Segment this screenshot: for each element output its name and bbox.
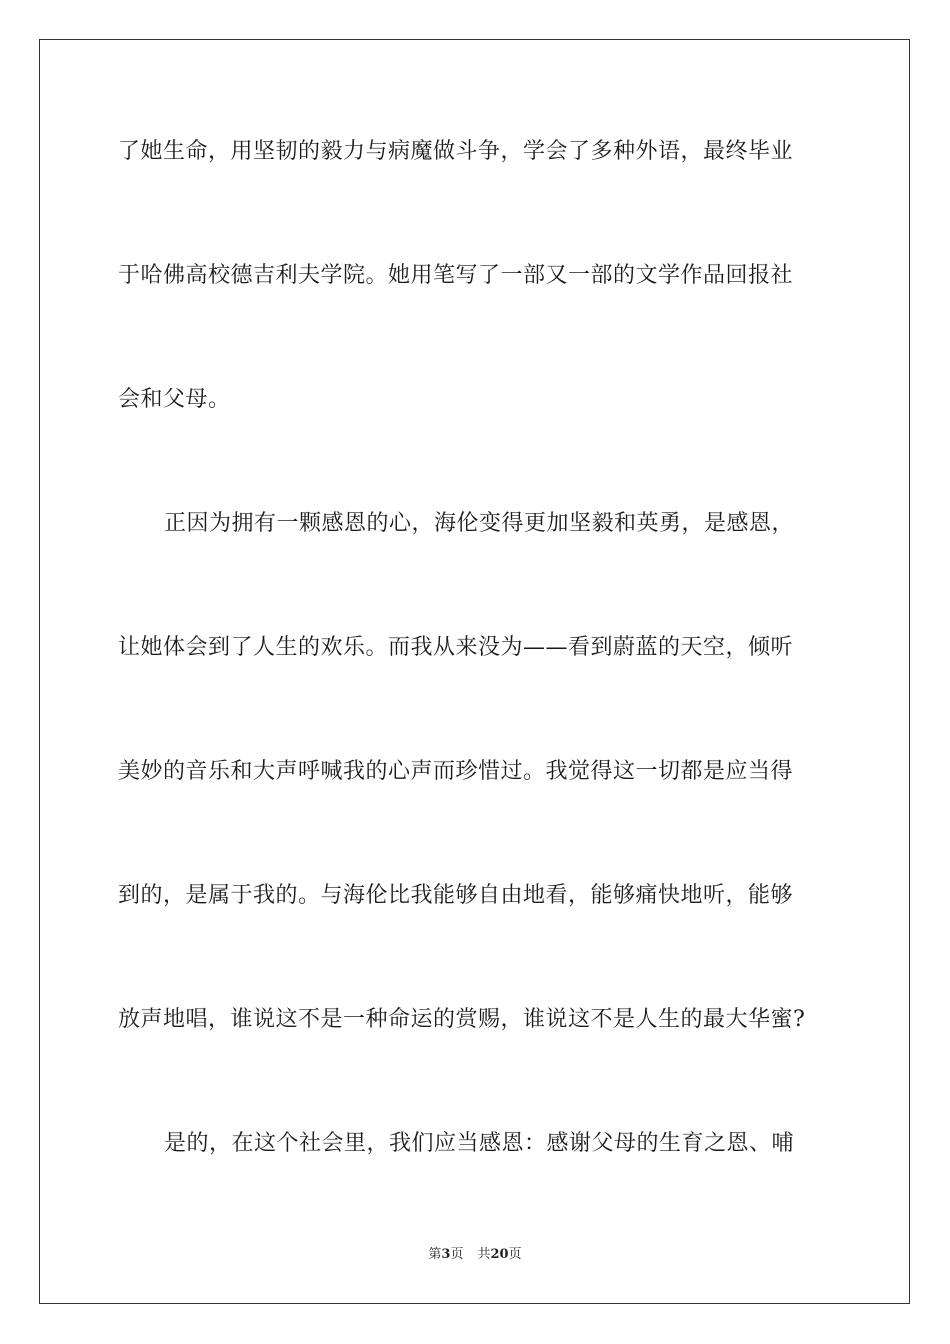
page-suffix: 页 bbox=[450, 1247, 464, 1262]
text-line: 让她体会到了人生的欢乐。而我从来没为——看到蔚蓝的天空，倾听 bbox=[118, 635, 794, 660]
text-line: 到的，是属于我的。与海伦比我能够自由地看，能够痛快地听，能够 bbox=[118, 883, 794, 908]
total-prefix: 共 bbox=[477, 1247, 491, 1262]
text-line: 美妙的音乐和大声呼喊我的心声而珍惜过。我觉得这一切都是应当得 bbox=[118, 759, 794, 784]
page-footer bbox=[0, 1246, 950, 1264]
text-line: 放声地唱，谁说这不是一种命运的赏赐，谁说这不是人生的最大华蜜? bbox=[118, 1007, 806, 1032]
page-prefix: 第 bbox=[428, 1247, 442, 1262]
text-line: 于哈佛高校德吉利夫学院。她用笔写了一部又一部的文学作品回报社 bbox=[118, 263, 794, 288]
total-pages: 20 bbox=[490, 1247, 509, 1262]
paragraph-start-line: 是的，在这个社会里，我们应当感恩：感谢父母的生育之恩、哺 bbox=[164, 1131, 795, 1156]
paragraph-start-line: 正因为拥有一颗感恩的心，海伦变得更加坚毅和英勇，是感恩， bbox=[164, 511, 795, 536]
text-line: 会和父母。 bbox=[118, 387, 231, 412]
text-line: 了她生命，用坚韧的毅力与病魔做斗争，学会了多种外语，最终毕业 bbox=[118, 139, 794, 164]
total-suffix: 页 bbox=[508, 1247, 522, 1262]
page-border bbox=[39, 39, 910, 1304]
page-number: 3 bbox=[441, 1247, 451, 1262]
